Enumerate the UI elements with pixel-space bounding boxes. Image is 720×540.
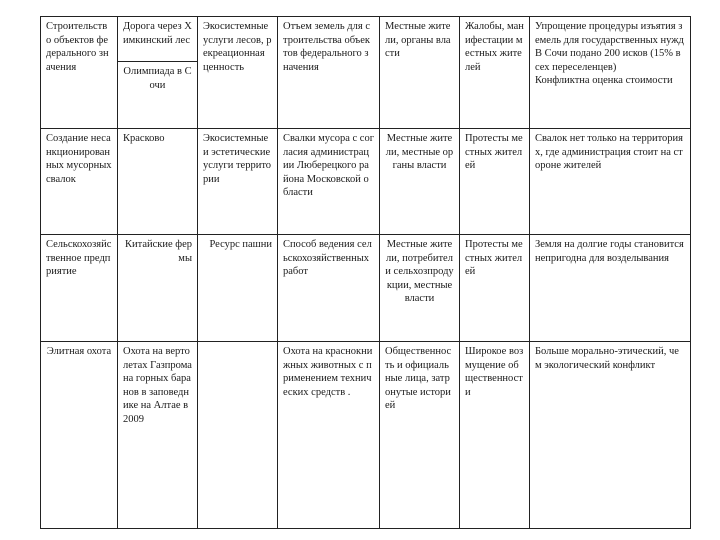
cell-activity: Создание несанкционированных мусорных свалок: [41, 129, 118, 235]
cell-actors: Местные жители, органы власти: [380, 17, 460, 129]
cell-actors: Местные жители, местные органы власти: [380, 129, 460, 235]
cell-cause: Способ ведения сельскохозяйственных работ: [278, 235, 380, 342]
cell-reaction: Протесты местных жителей: [460, 235, 530, 342]
cell-reaction: Жалобы, манифестации местных жителей: [460, 17, 530, 129]
cell-case: Охота на вертолетах Газпрома на горных баранов в заповеднике на Алтае в 2009: [118, 342, 198, 529]
cell-reaction: Протесты местных жителей: [460, 129, 530, 235]
cell-cause: Свалки мусора с согласия администрации Люберецкого района Московской области: [278, 129, 380, 235]
cell-outcome: Земля на долгие годы становится непригодна для возделывания: [530, 235, 691, 342]
cell-activity: Строительство объектов федерального значения: [41, 17, 118, 129]
cell-resource: Экосистемные услуги лесов, рекреационная ценность: [198, 17, 278, 129]
cell-activity: Сельскохозяйственное предприятие: [41, 235, 118, 342]
cell-resource: [198, 342, 278, 529]
cell-resource: Ресурс пашни: [198, 235, 278, 342]
cell-outcome: Свалок нет только на территориях, где администрация стоит на стороне жителей: [530, 129, 691, 235]
conflicts-table: [40, 16, 691, 529]
cell-activity: Элитная охота: [41, 342, 118, 529]
cell-outcome: Больше морально-этический, чем экологический конфликт: [530, 342, 691, 529]
cell-outcome: Упрощение процедуры изъятия земель для государственных нужд В Сочи подано 200 исков (15% всех переселенцев) Конфликтна оценка стоимости: [530, 17, 691, 129]
cell-case-2: Олимпиада в Сочи: [118, 62, 198, 129]
table-row: [41, 17, 691, 62]
cell-actors: Общественность и официальные лица, затронутые историей: [380, 342, 460, 529]
cell-resource: Экосистемные и эстетические услуги территории: [198, 129, 278, 235]
table-row: [41, 342, 691, 529]
cell-cause: Отъем земель для строительства объектов федерального значения: [278, 17, 380, 129]
cell-case: Дорога через Химкинский лес: [118, 17, 198, 62]
table-row: [41, 129, 691, 235]
cell-case: Китайские фермы: [118, 235, 198, 342]
cell-case: Красково: [118, 129, 198, 235]
table-row: [41, 235, 691, 342]
cell-cause: Охота на краснокнижных животных с применением технических средств .: [278, 342, 380, 529]
cell-reaction: Широкое возмущение общественности: [460, 342, 530, 529]
cell-actors: Местные жители, потребители сельхозпродукции, местные власти: [380, 235, 460, 342]
